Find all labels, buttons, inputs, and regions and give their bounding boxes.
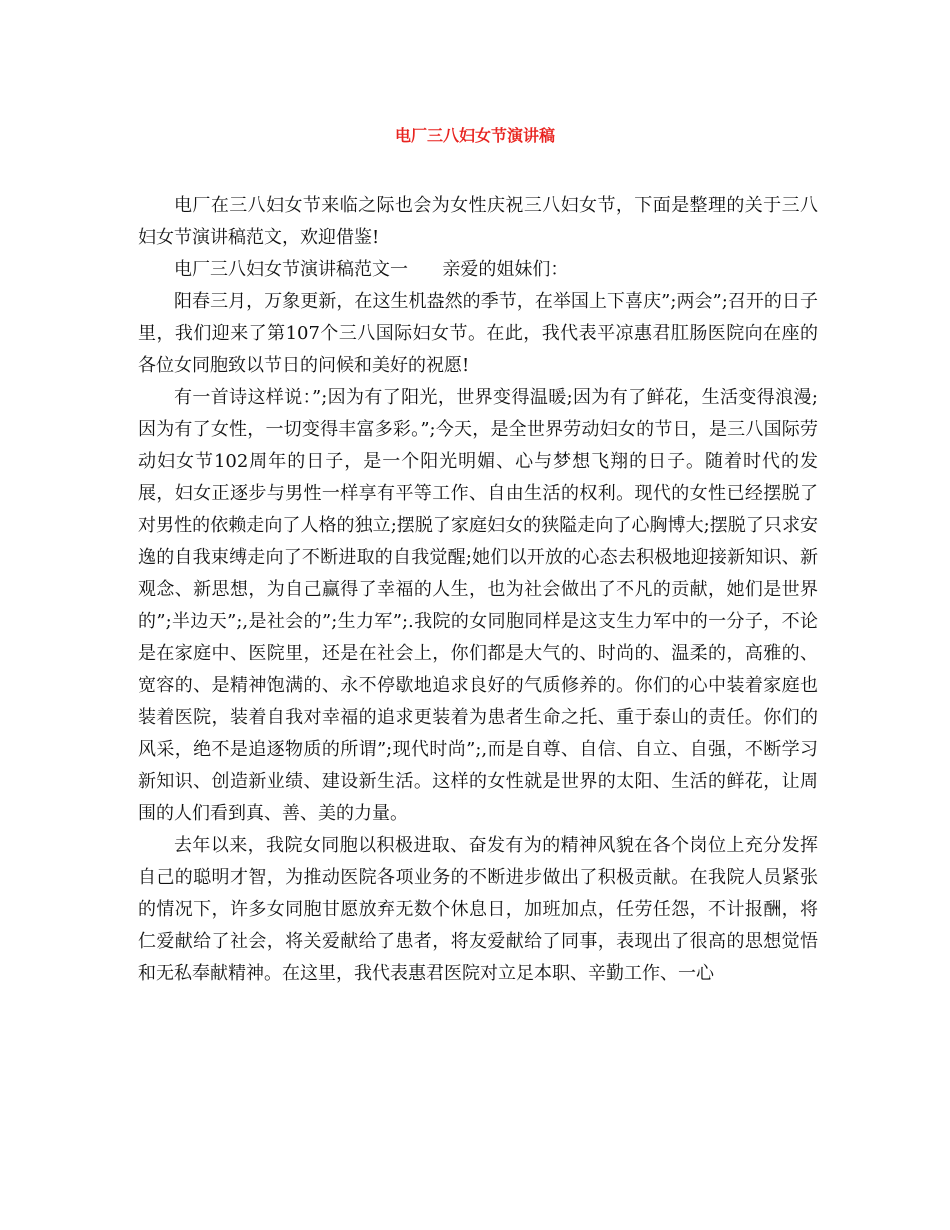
paragraph-spring: 阳春三月，万象更新，在这生机盎然的季节，在举国上下喜庆”;两会”;召开的日子里，我们迎来了第107个三八国际妇女节。在此，我代表平凉惠君肛肠医院向在座的各位女同胞致以节日的问候和美好的祝愿!	[138, 291, 818, 376]
paragraph-heading-salutation: 电厂三八妇女节演讲稿范文一 亲爱的姐妹们：	[174, 259, 569, 280]
paragraph-last-year: 去年以来，我院女同胞以积极进取、奋发有为的精神风貌在各个岗位上充分发挥自己的聪明才智，为推动医院各项业务的不断进步做出了积极贡献。在我院人员紧张的情况下，许多女同胞甘愿放弃无数个休息日，加班加点，任劳任怨，不计报酬，将仁爱献给了社会，将关爱献给了患者，将友爱献给了同事，表现出了很高的思想觉悟和无私奉献精神。在这里，我代表惠君医院对立足本职、辛勤工作、一心	[138, 835, 818, 984]
paragraph-intro: 电厂在三八妇女节来临之际也会为女性庆祝三八妇女节，下面是整理的关于三八妇女节演讲稿范文，欢迎借鉴!	[138, 195, 818, 248]
document-body	[138, 190, 818, 990]
document-title: 电厂三八妇女节演讲稿	[394, 126, 555, 145]
paragraph-poem: 有一首诗这样说：”;因为有了阳光，世界变得温暖;因为有了鲜花，生活变得浪漫;因为有了女性，一切变得丰富多彩。”;今天，是全世界劳动妇女的节日，是三八国际劳动妇女节102周年的日子，是一个阳光明媚、心与梦想飞翔的日子。随着时代的发展，妇女正逐步与男性一样享有平等工作、自由生活的权利。现代的女性已经摆脱了对男性的依赖走向了人格的独立;摆脱了家庭妇女的狭隘走向了心胸博大;摆脱了只求安逸的自我束缚走向了不断进取的自我觉醒;她们以开放的心态去积极地迎接新知识、新观念、新思想，为自己赢得了幸福的人生，也为社会做出了不凡的贡献，她们是世界的”;半边天”;,是社会的”;生力军”;.我院的女同胞同样是这支生力军中的一分子，不论是在家庭中、医院里，还是在社会上，你们都是大气的、时尚的、温柔的，高雅的、宽容的、是精神饱满的、永不停歇地追求良好的气质修养的。你们的心中装着家庭也装着医院，装着自我对幸福的追求更装着为患者生命之托、重于泰山的责任。你们的风采，绝不是追逐物质的所谓”;现代时尚”;,而是自尊、自信、自立、自强，不断学习新知识、创造新业绩、建设新生活。这样的女性就是世界的太阳、生活的鲜花，让周围的人们看到真、善、美的力量。	[138, 387, 818, 824]
